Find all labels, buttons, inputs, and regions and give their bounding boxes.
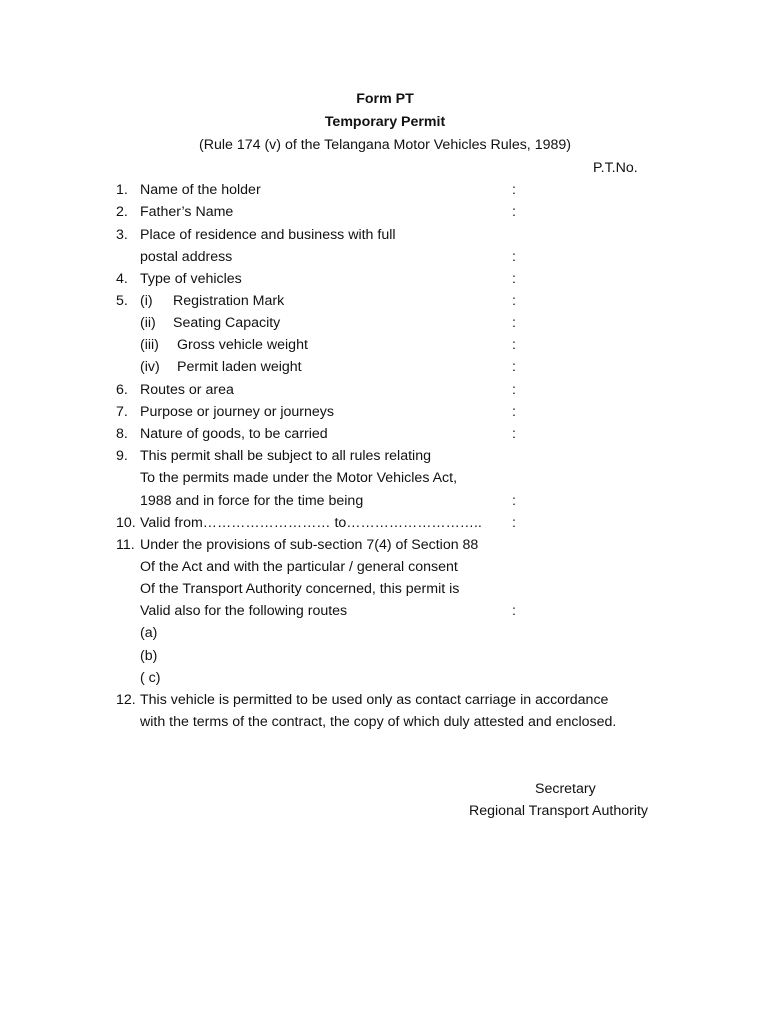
field-label-permit-laden-weight: Permit laden weight xyxy=(177,359,302,375)
clause-text: Valid also for the following routes xyxy=(140,603,348,619)
sub-item-roman: (ii) xyxy=(140,315,156,331)
colon: : xyxy=(512,382,516,398)
colon: : xyxy=(512,271,516,287)
clause-text: Of the Transport Authority concerned, this permit is xyxy=(140,581,460,597)
colon: : xyxy=(512,603,516,619)
field-label-residence-line1: Place of residence and business with full xyxy=(140,227,396,243)
field-label-valid-period: Valid from……………………… to……………………….. xyxy=(140,515,482,531)
colon: : xyxy=(512,315,516,331)
item-number: 6. xyxy=(116,382,128,398)
clause-text: with the terms of the contract, the copy of which duly attested and enclosed. xyxy=(140,714,617,730)
colon: : xyxy=(512,493,516,509)
field-label-vehicle-type: Type of vehicles xyxy=(140,271,242,287)
clause-text: 1988 and in force for the time being xyxy=(140,493,364,509)
form-title: Form PT xyxy=(356,91,414,107)
signatory-authority: Regional Transport Authority xyxy=(469,803,649,819)
clause-text: Of the Act and with the particular / general consent xyxy=(140,559,458,575)
rule-reference: (Rule 174 (v) of the Telangana Motor Vehicles Rules, 1989) xyxy=(199,137,571,153)
field-label-routes: Routes or area xyxy=(140,382,234,398)
colon: : xyxy=(512,293,516,309)
item-number: 2. xyxy=(116,204,128,220)
colon: : xyxy=(512,404,516,420)
pt-no-label: P.T.No. xyxy=(593,160,638,176)
field-label-purpose: Purpose or journey or journeys xyxy=(140,404,334,420)
item-number: 4. xyxy=(116,271,128,287)
item-number: 5. xyxy=(116,293,128,309)
route-item: ( c) xyxy=(140,670,161,686)
sub-item-roman: (i) xyxy=(140,293,153,309)
item-number: 10. xyxy=(116,515,136,531)
permit-title: Temporary Permit xyxy=(324,114,446,130)
item-number: 11. xyxy=(116,537,135,553)
field-label-goods: Nature of goods, to be carried xyxy=(140,426,328,442)
colon: : xyxy=(512,249,516,265)
colon: : xyxy=(512,204,516,220)
field-label-gross-vehicle-weight: Gross vehicle weight xyxy=(177,337,308,353)
item-number: 12. xyxy=(116,692,136,708)
item-number: 3. xyxy=(116,227,128,243)
colon: : xyxy=(512,359,516,375)
route-item: (b) xyxy=(140,648,158,664)
field-label-registration-mark: Registration Mark xyxy=(173,293,285,309)
clause-text: Under the provisions of sub-section 7(4) of Section 88 xyxy=(140,537,479,553)
colon: : xyxy=(512,515,516,531)
sub-item-roman: (iv) xyxy=(140,359,160,375)
colon: : xyxy=(512,182,516,198)
field-label-holder-name: Name of the holder xyxy=(140,182,261,198)
item-number: 9. xyxy=(116,448,128,464)
colon: : xyxy=(512,426,516,442)
sub-item-roman: (iii) xyxy=(140,337,159,353)
item-number: 7. xyxy=(116,404,128,420)
signatory-title: Secretary xyxy=(535,781,596,797)
item-number: 1. xyxy=(116,182,128,198)
colon: : xyxy=(512,337,516,353)
field-label-residence-line2: postal address xyxy=(140,249,233,265)
field-label-seating-capacity: Seating Capacity xyxy=(173,315,281,331)
clause-text: This permit shall be subject to all rules relating xyxy=(140,448,431,464)
item-number: 8. xyxy=(116,426,128,442)
clause-text: This vehicle is permitted to be used only as contact carriage in accordance xyxy=(140,692,609,708)
field-label-fathers-name: Father’s Name xyxy=(140,204,234,220)
route-item: (a) xyxy=(140,625,158,641)
clause-text: To the permits made under the Motor Vehicles Act, xyxy=(140,470,458,486)
